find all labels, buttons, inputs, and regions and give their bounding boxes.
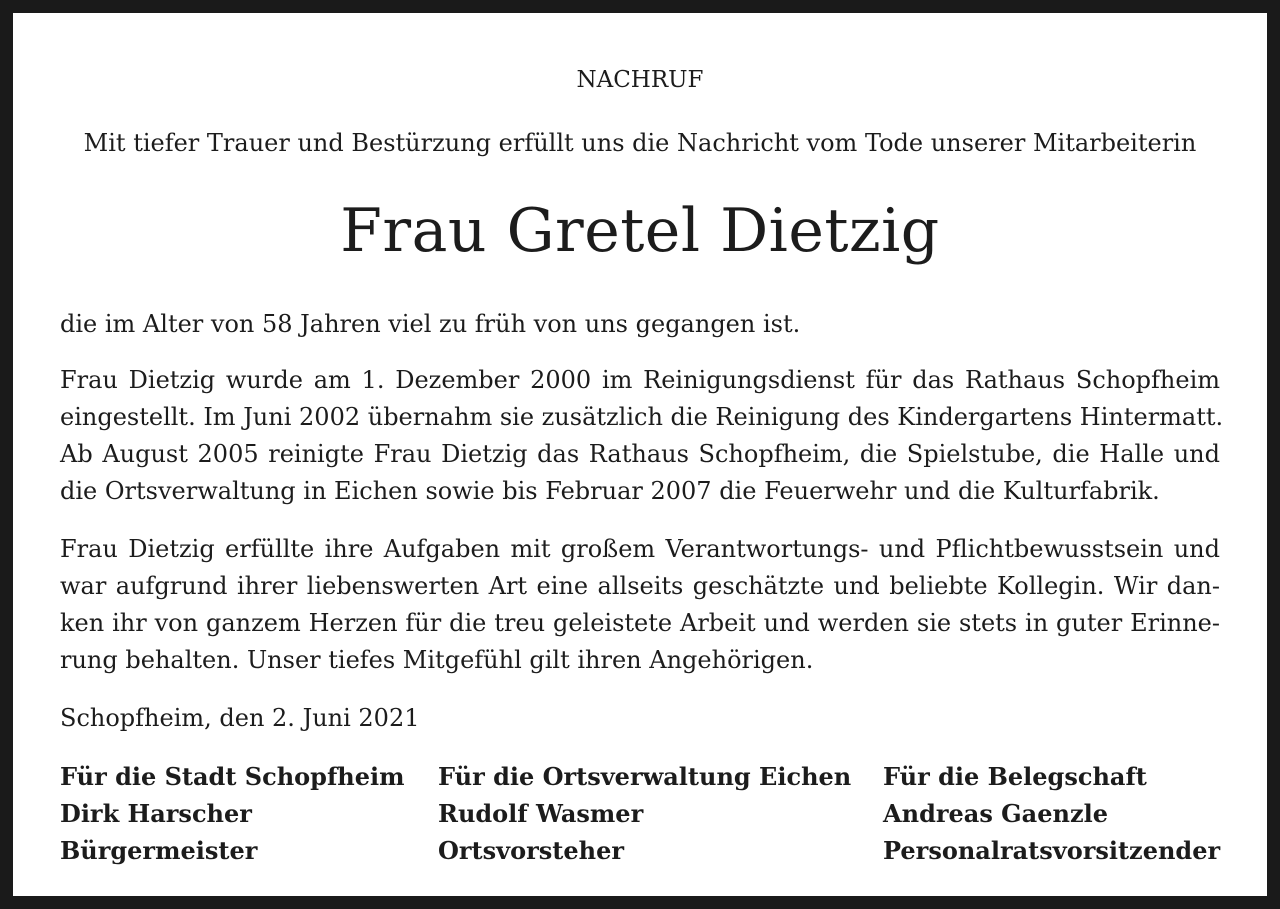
- signature-city: [60, 758, 405, 869]
- career-line: die Ortsverwaltung in Eichen sowie bis Februar 2007 die Feuerwehr und die Kulturfabrik.: [60, 477, 1160, 505]
- signature-person: Rudolf Wasmer: [438, 799, 644, 828]
- signature-role: Personalratsvorsitzender: [883, 836, 1221, 865]
- tribute-line: rung behalten. Unser tiefes Mitgefühl gilt ihren Angehörigen.: [60, 646, 814, 674]
- career-line: Frau Dietzig wurde am 1. Dezember 2000 im Reinigungsdienst für das Rathaus Schopfheim: [60, 366, 1220, 394]
- tribute-line: war aufgrund ihrer liebenswerten Art eine allseits geschätzte und beliebte Kollegin. Wir dan-: [60, 572, 1220, 600]
- signature-district: [438, 758, 851, 869]
- signature-organization: Für die Ortsverwaltung Eichen: [438, 762, 852, 791]
- signature-organization: Für die Belegschaft: [883, 762, 1147, 791]
- signature-person: Andreas Gaenzle: [883, 799, 1108, 828]
- career-line: eingestellt. Im Juni 2002 übernahm sie zusätzlich die Reinigung des Kindergartens Hintermatt.: [60, 403, 1224, 431]
- place-date-paragraph: [60, 700, 1220, 737]
- tribute-line: Frau Dietzig erfüllte ihre Aufgaben mit großem Verantwortungs- und Pflichtbewusstsein und: [60, 535, 1220, 563]
- signature-role: Bürgermeister: [60, 836, 258, 865]
- tribute-paragraph: [60, 531, 1220, 679]
- age-paragraph: [60, 306, 1220, 343]
- tribute-line: ken ihr von ganzem Herzen für die treu geleistete Arbeit und werden sie stets in guter Erinne-: [60, 609, 1220, 637]
- intro-text: Mit tiefer Trauer und Bestürzung erfüllt uns die Nachricht vom Tode unserer Mitarbeiterin: [83, 129, 1197, 157]
- signature-staff: [883, 758, 1220, 869]
- notice-heading: NACHRUF: [576, 67, 704, 93]
- career-line: Ab August 2005 reinigte Frau Dietzig das Rathaus Schopfheim, die Spielstube, die Halle und: [60, 440, 1220, 468]
- signature-organization: Für die Stadt Schopfheim: [60, 762, 405, 791]
- career-paragraph: [60, 362, 1224, 510]
- signature-person: Dirk Harscher: [60, 799, 252, 828]
- age-line: die im Alter von 58 Jahren viel zu früh von uns gegangen ist.: [60, 310, 801, 338]
- place-date: Schopfheim, den 2. Juni 2021: [60, 704, 420, 732]
- signature-role: Ortsvorsteher: [438, 836, 624, 865]
- deceased-name: Frau Gretel Dietzig: [340, 196, 940, 266]
